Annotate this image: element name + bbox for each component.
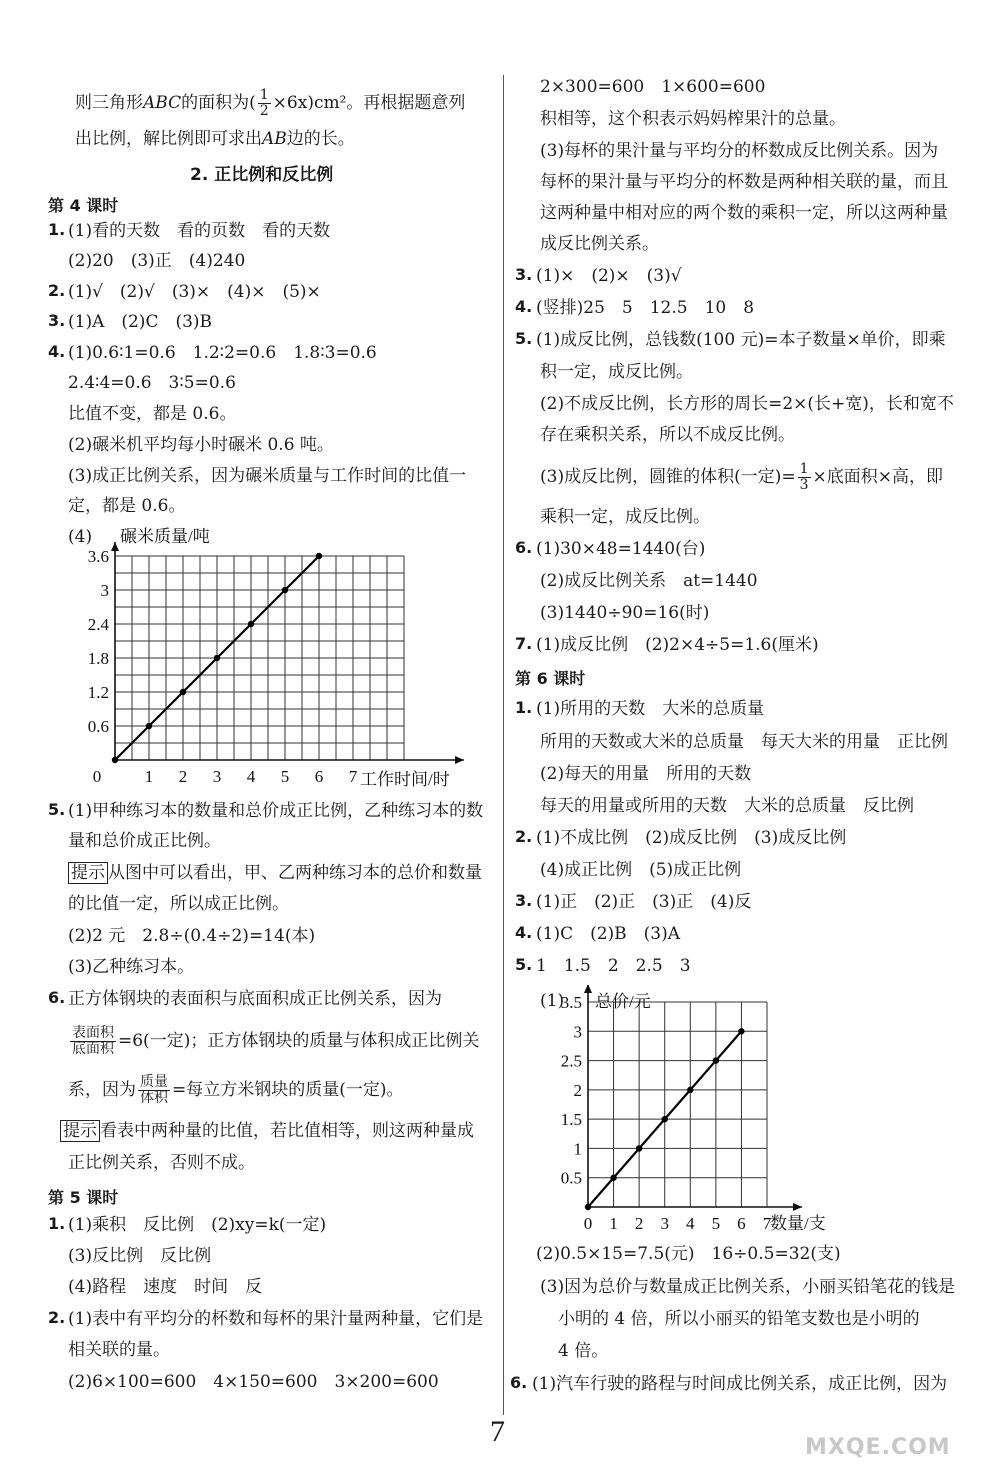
x-tick-label: 7 bbox=[348, 767, 358, 786]
answer-line: (4)路程 速度 时间 反 bbox=[68, 1277, 263, 1297]
fraction-denominator: 3 bbox=[799, 477, 809, 493]
answer-line: 量和总价成正比例。 bbox=[68, 831, 221, 851]
question-number: 5. bbox=[515, 955, 533, 974]
answer-line: (1)× (2)× (3)√ bbox=[536, 266, 682, 286]
y-tick-label: 3.5 bbox=[560, 993, 582, 1012]
x-tick-label: 6 bbox=[737, 1214, 746, 1233]
data-point bbox=[713, 1057, 719, 1063]
data-point bbox=[316, 553, 322, 559]
x-tick-label: 7 bbox=[762, 1214, 772, 1233]
text: =每立方米钢块的质量(一定)。 bbox=[172, 1080, 404, 1100]
text: cm²。再根据题意列 bbox=[313, 93, 466, 113]
text: 出比例，解比例即可求出 bbox=[75, 129, 262, 149]
x-axis-label: 工作时间/时 bbox=[360, 770, 450, 789]
y-tick-label: 1.2 bbox=[87, 683, 109, 702]
answer-line: (1)A (2)C (3)B bbox=[68, 312, 213, 332]
answer-line: 成反比例关系。 bbox=[540, 234, 659, 254]
data-point bbox=[738, 1028, 744, 1034]
answer-line: (1)所用的天数 大米的总质量 bbox=[536, 699, 765, 719]
answer-line: (1)汽车行驶的路程与时间成比例关系，成正比例，因为 bbox=[532, 1374, 948, 1394]
x-tick-label: 0 bbox=[92, 767, 102, 786]
y-axis-arrow bbox=[584, 985, 592, 993]
x-axis-arrow bbox=[793, 1203, 802, 1211]
text: ABC bbox=[143, 93, 182, 113]
answer-line: 每天的用量或所用的天数 大米的总质量 反比例 bbox=[540, 796, 914, 816]
data-point bbox=[180, 689, 186, 695]
x-tick-label: 0 bbox=[583, 1214, 593, 1233]
fraction-numerator: 1 bbox=[259, 87, 269, 103]
answer-line: (2)每天的用量 所用的天数 bbox=[540, 764, 752, 784]
data-point bbox=[112, 757, 118, 763]
question-number: 6. bbox=[48, 988, 66, 1007]
text: (3)成反比例，圆锥的体积(一定)= bbox=[540, 467, 796, 487]
answer-line bbox=[68, 1026, 479, 1057]
answer-line bbox=[540, 462, 943, 493]
x-tick-label: 3 bbox=[212, 767, 222, 786]
text: 看表中两种量的比值，若比值相等，则这两种量成 bbox=[100, 1121, 474, 1141]
text: 系，因为 bbox=[68, 1080, 136, 1100]
x-tick-label: 6 bbox=[314, 767, 324, 786]
y-tick-label: 1 bbox=[573, 1139, 582, 1159]
answer-line: (1)不成比例 (2)成反比例 (3)成反比例 bbox=[536, 828, 847, 848]
data-point bbox=[636, 1145, 642, 1151]
fraction bbox=[258, 88, 271, 119]
answer-line: (3)每杯的果汁量与平均分的杯数成反比例关系。因为 bbox=[540, 141, 939, 161]
fraction-numerator: 1 bbox=[799, 461, 809, 477]
data-point bbox=[248, 621, 254, 627]
x-tick-label: 1 bbox=[609, 1214, 618, 1233]
y-tick-label: 3 bbox=[573, 1022, 582, 1042]
question-number: 2. bbox=[48, 1308, 66, 1327]
y-tick-label: 1.5 bbox=[560, 1110, 582, 1130]
x-tick-label: 1 bbox=[144, 767, 154, 786]
x-tick-label: 2 bbox=[634, 1214, 644, 1233]
fraction-denominator: 2 bbox=[259, 103, 269, 119]
answer-line: 小明的 4 倍，所以小丽买的铅笔支数也是小明的 bbox=[558, 1309, 920, 1329]
answer-line: (1)看的天数 看的页数 看的天数 bbox=[68, 221, 331, 241]
data-point bbox=[585, 1204, 591, 1210]
answer-line: (1)表中有平均分的杯数和每杯的果汁量两种量，它们是 bbox=[68, 1309, 484, 1329]
intro-line-2 bbox=[75, 128, 355, 150]
data-point bbox=[687, 1087, 693, 1093]
text: AB bbox=[262, 129, 287, 149]
answer-line: (4) bbox=[68, 527, 93, 547]
answer-line: 4 倍。 bbox=[558, 1341, 609, 1361]
answer-line: 乘积一定，成反比例。 bbox=[540, 507, 710, 527]
text: 的面积为 bbox=[181, 93, 250, 113]
answer-line: (1)正 (2)正 (3)正 (4)反 bbox=[536, 892, 752, 912]
question-number: 4. bbox=[515, 297, 533, 316]
answer-line: (1)甲种练习本的数量和总价成正比例，乙种练习本的数 bbox=[68, 801, 484, 821]
y-tick-label: 2.4 bbox=[87, 615, 109, 634]
x-tick-label: 5 bbox=[711, 1214, 721, 1233]
answer-line: 正比例关系，否则不成。 bbox=[68, 1153, 255, 1173]
answer-line: 每杯的果汁量与平均分的杯数是两种相关联的量，而且 bbox=[540, 172, 948, 192]
hint-line bbox=[68, 862, 482, 884]
lesson-heading: 第 5 课时 bbox=[48, 1188, 119, 1207]
answer-line: 所用的天数或大米的总质量 每天大米的用量 正比例 bbox=[540, 732, 948, 752]
hint-label: 提示 bbox=[60, 1120, 100, 1142]
y-tick-label: 2.5 bbox=[560, 1051, 582, 1071]
hint-label: 提示 bbox=[68, 862, 108, 884]
x-tick-label: 4 bbox=[686, 1214, 695, 1233]
text: 边的长。 bbox=[286, 129, 355, 149]
question-number: 6. bbox=[510, 1373, 528, 1392]
answer-line: (2)0.5×15=7.5(元) 16÷0.5=32(支) bbox=[536, 1244, 841, 1264]
text: =6(一定)；正方体钢块的质量与体积成正比例关 bbox=[118, 1031, 480, 1051]
answer-line: (3)因为总价与数量成正比例关系，小丽买铅笔花的钱是 bbox=[540, 1277, 956, 1297]
y-tick-label: 3 bbox=[100, 581, 109, 600]
answer-line: (3)1440÷90=16(时) bbox=[540, 603, 710, 623]
text: 从图中可以看出，甲、乙两种练习本的总价和数量 bbox=[108, 863, 482, 883]
text: ×底面积×高，即 bbox=[812, 467, 944, 487]
chart-milling bbox=[75, 520, 525, 790]
answer-line: 积相等，这个积表示妈妈榨果汁的总量。 bbox=[540, 109, 846, 129]
answer-line: 相关联的量。 bbox=[68, 1340, 170, 1360]
y-tick-label: 1.8 bbox=[87, 649, 109, 668]
section-title: 2. 正比例和反比例 bbox=[190, 165, 334, 185]
answer-line: 存在乘积关系，所以不成反比例。 bbox=[540, 425, 795, 445]
data-point bbox=[146, 723, 152, 729]
answer-line: 定，都是 0.6。 bbox=[68, 496, 186, 516]
answer-line: (1)乘积 反比例 (2)xy=k(一定) bbox=[68, 1215, 327, 1235]
answer-line: (2)2 元 2.8÷(0.4÷2)=14(本) bbox=[68, 926, 316, 946]
answer-line: 2×300=600 1×600=600 bbox=[540, 77, 766, 97]
question-number: 5. bbox=[48, 800, 66, 819]
y-tick-label: 0.6 bbox=[87, 717, 109, 736]
fraction-denominator: 体积 bbox=[140, 1090, 168, 1106]
answer-line: (1)√ (2)√ (3)× (4)× (5)× bbox=[68, 282, 321, 302]
answer-line: 的比值一定，所以成正比例。 bbox=[68, 894, 289, 914]
x-axis-arrow bbox=[455, 756, 464, 764]
chart-price bbox=[535, 985, 915, 1240]
answer-line: 积一定，成反比例。 bbox=[540, 362, 693, 382]
data-point bbox=[282, 587, 288, 593]
data-point bbox=[662, 1116, 668, 1122]
answer-line: (1)C (2)B (3)A bbox=[536, 924, 681, 944]
text: 则三角形 bbox=[75, 93, 143, 113]
question-number: 4. bbox=[515, 923, 533, 942]
question-number: 7. bbox=[515, 634, 533, 653]
question-number: 2. bbox=[48, 281, 66, 300]
y-tick-label: 2 bbox=[573, 1080, 582, 1100]
answer-line: (2)6×100=600 4×150=600 3×200=600 bbox=[68, 1372, 439, 1392]
y-axis-label: 总价/元 bbox=[595, 992, 651, 1011]
answer-line: 2.4∶4=0.6 3∶5=0.6 bbox=[68, 373, 236, 393]
lesson-heading: 第 6 课时 bbox=[515, 669, 586, 688]
y-axis-arrow bbox=[111, 542, 119, 551]
question-number: 1. bbox=[48, 1214, 66, 1233]
y-axis-label: 碾米质量/吨 bbox=[120, 527, 210, 546]
answer-line: (4)成正比例 (5)成正比例 bbox=[540, 860, 742, 880]
text: ×6x bbox=[272, 93, 308, 113]
intro-line-1: 则三角形ABC的面积为( $\frac{1}{2}$ ×6x)cm²。再根据题意列 bbox=[75, 87, 466, 119]
fraction bbox=[70, 1026, 116, 1057]
question-number: 5. bbox=[515, 329, 533, 348]
answer-line: 1 1.5 2 2.5 3 bbox=[536, 956, 691, 976]
hint-line bbox=[60, 1120, 474, 1142]
question-number: 1. bbox=[515, 698, 533, 717]
page-number: 7 bbox=[490, 1415, 505, 1448]
question-number: 3. bbox=[515, 891, 533, 910]
data-point bbox=[214, 655, 220, 661]
answer-line: 正方体钢块的表面积与底面积成正比例关系，因为 bbox=[68, 989, 442, 1009]
answer-line: (1) bbox=[540, 991, 565, 1011]
y-tick-label: 0.5 bbox=[560, 1168, 582, 1188]
question-number: 3. bbox=[515, 265, 533, 284]
fraction-numerator: 表面积 bbox=[72, 1025, 114, 1041]
question-number: 2. bbox=[515, 827, 533, 846]
answer-line: (3)反比例 反比例 bbox=[68, 1246, 212, 1266]
answer-line: (2)20 (3)正 (4)240 bbox=[68, 251, 246, 271]
answer-line bbox=[68, 1075, 404, 1106]
answer-line: (竖排)25 5 12.5 10 8 bbox=[536, 298, 755, 318]
fraction bbox=[138, 1075, 170, 1106]
answer-line: 这两种量中相对应的两个数的乘积一定，所以这两种量 bbox=[540, 203, 948, 223]
watermark-text: MXQE.COM bbox=[805, 1435, 951, 1460]
fraction bbox=[798, 462, 811, 493]
answer-line: (1)30×48=1440(台) bbox=[536, 539, 706, 559]
x-axis-label: 数量/支 bbox=[770, 1214, 826, 1233]
x-tick-label: 3 bbox=[660, 1214, 669, 1233]
lesson-heading: 第 4 课时 bbox=[48, 196, 119, 215]
data-point bbox=[610, 1175, 616, 1181]
question-number: 6. bbox=[515, 538, 533, 557]
answer-line: 比值不变，都是 0.6。 bbox=[68, 404, 237, 424]
fraction-numerator: 质量 bbox=[140, 1074, 168, 1090]
answer-line: (2)碾米机平均每小时碾米 0.6 吨。 bbox=[68, 435, 334, 455]
answer-line: (2)不成反比例，长方形的周长=2×(长+宽)，长和宽不 bbox=[540, 394, 954, 414]
answer-line: (2)成反比例关系 at=1440 bbox=[540, 571, 758, 591]
y-tick-label: 3.6 bbox=[87, 547, 109, 566]
answer-line: (3)成正比例关系，因为碾米质量与工作时间的比值一 bbox=[68, 466, 467, 486]
x-tick-label: 4 bbox=[246, 767, 256, 786]
watermark bbox=[795, 1405, 995, 1465]
question-number: 1. bbox=[48, 220, 66, 239]
answer-line: (1)成反比例 (2)2×4÷5=1.6(厘米) bbox=[536, 635, 819, 655]
answer-line: (3)乙种练习本。 bbox=[68, 957, 195, 977]
question-number: 3. bbox=[48, 311, 66, 330]
question-number: 4. bbox=[48, 342, 66, 361]
x-tick-label: 2 bbox=[178, 767, 188, 786]
x-tick-label: 5 bbox=[280, 767, 290, 786]
answer-line: (1)成反比例，总钱数(100 元)=本子数量×单价，即乘 bbox=[536, 330, 946, 350]
answer-line: (1)0.6∶1=0.6 1.2∶2=0.6 1.8∶3=0.6 bbox=[68, 343, 377, 363]
fraction-denominator: 底面积 bbox=[72, 1041, 114, 1057]
